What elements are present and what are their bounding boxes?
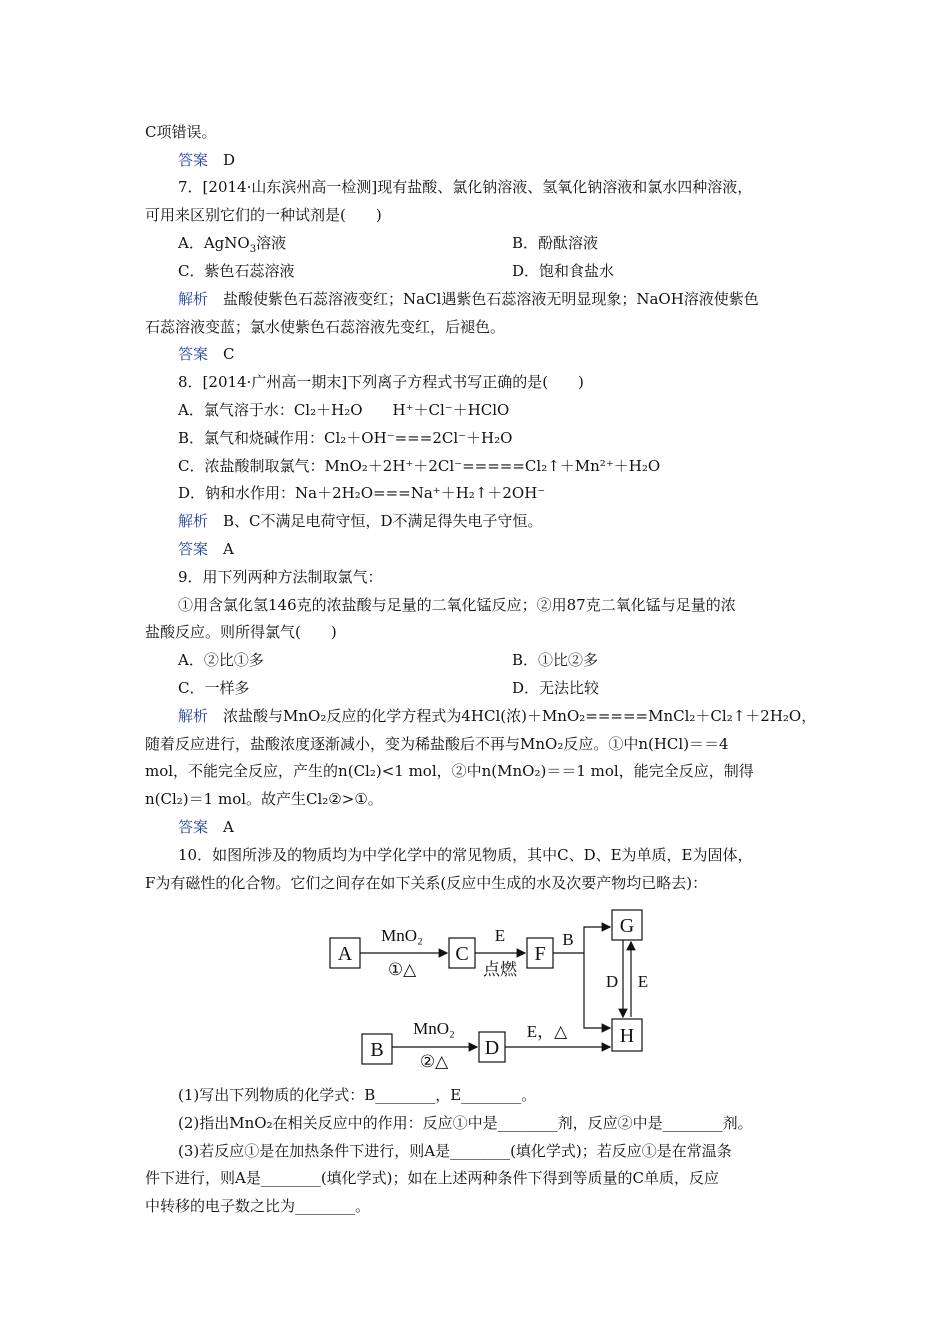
answer-label: 答案 bbox=[178, 818, 209, 836]
q8-option-b: B．氯气和烧碱作用：Cl₂＋OH⁻===2Cl⁻＋H₂O bbox=[178, 429, 513, 447]
answer-label: 答案 bbox=[178, 345, 209, 363]
q10-sub-2: (2)指出MnO₂在相关反应中的作用：反应①中是________剂，反应②中是________剂。 bbox=[178, 1114, 753, 1132]
q7-answer bbox=[178, 344, 235, 364]
bd-bottom-label: ②△ bbox=[419, 1052, 449, 1071]
ac-bottom-label: ①△ bbox=[387, 960, 417, 979]
analysis-label: 解析 bbox=[178, 290, 209, 308]
q10-sub-3-line-2: 件下进行，则A是________(填化学式)；如在上述两种条件下得到等质量的C单质，反应 bbox=[145, 1169, 720, 1187]
answer-value: C bbox=[223, 345, 235, 363]
dh-label: E，△ bbox=[526, 1022, 568, 1041]
box-d-label: D bbox=[484, 1037, 500, 1059]
q9-option-b: B．①比②多 bbox=[512, 651, 599, 669]
q7-stem-2: 可用来区别它们的一种试剂是( ) bbox=[145, 206, 382, 224]
prev-c-wrong: C项错误。 bbox=[145, 123, 217, 141]
q10-sub-1: (1)写出下列物质的化学式：B________，E________。 bbox=[178, 1086, 537, 1104]
q10-stem-2: F为有磁性的化合物。它们之间存在如下关系(反应中生成的水及次要产物均已略去)： bbox=[145, 874, 708, 892]
q10-sub-3-line-1: (3)若反应①是在加热条件下进行，则A是________(填化学式)；若反应①是在常温条 bbox=[178, 1142, 732, 1160]
answer-label: 答案 bbox=[178, 151, 209, 169]
q9-analysis-1: 解析 浓盐酸与MnO₂反应的化学方程式为4HCl(浓)＋MnO₂=====MnCl₂＋Cl₂↑＋2H₂O， bbox=[178, 707, 817, 725]
analysis-label: 解析 bbox=[178, 707, 209, 725]
q7-analysis-2: 石蕊溶液变蓝；氯水使紫色石蕊溶液先变红，后褪色。 bbox=[145, 318, 506, 336]
answer-value: A bbox=[223, 818, 234, 836]
q9-analysis-4: n(Cl₂)＝1 mol。故产生Cl₂②>①。 bbox=[145, 790, 383, 808]
q10-stem-1: 10．如图所涉及的物质均为中学化学中的常见物质，其中C、D、E为单质，E为固体， bbox=[178, 846, 753, 864]
analysis-label: 解析 bbox=[178, 512, 209, 530]
q8-option-d: D．钠和水作用：Na＋2H₂O===Na⁺＋H₂↑＋2OH⁻ bbox=[178, 484, 546, 502]
q7-analysis-1: 解析 盐酸使紫色石蕊溶液变红；NaCl遇紫色石蕊溶液无明显现象；NaOH溶液使紫色 bbox=[178, 290, 759, 308]
q9-option-a: A．②比①多 bbox=[178, 651, 264, 669]
answer-value: A bbox=[223, 540, 234, 558]
q10-sub-3-line-3: 中转移的电子数之比为________。 bbox=[145, 1197, 371, 1215]
q8-option-c: C．浓盐酸制取氯气：MnO₂＋2H⁺＋2Cl⁻=====Cl₂↑＋Mn²⁺＋H₂O bbox=[178, 457, 661, 475]
bd-top-label: MnO₂ bbox=[413, 1019, 455, 1038]
answer-value: D bbox=[223, 151, 236, 169]
box-c-label: C bbox=[455, 943, 469, 965]
box-g-label: G bbox=[619, 915, 635, 937]
gh-left-label: D bbox=[605, 972, 619, 991]
q9-body-2: 盐酸反应。则所得氯气( ) bbox=[145, 623, 337, 641]
box-h-label: H bbox=[619, 1025, 635, 1047]
box-f-label: F bbox=[534, 943, 546, 965]
q7-option-b: B．酚酞溶液 bbox=[512, 234, 599, 252]
reaction-diagram bbox=[322, 905, 652, 1073]
q9-stem: 9．用下列两种方法制取氯气： bbox=[178, 568, 383, 586]
answer-label: 答案 bbox=[178, 540, 209, 558]
q9-analysis-2: 随着反应进行，盐酸浓度逐渐减小，变为稀盐酸后不再与MnO₂反应。①中n(HCl)＝＝4 bbox=[145, 735, 729, 753]
cf-bottom-label: 点燃 bbox=[483, 960, 517, 979]
q7-option-a: A．AgNO$_3$溶液 bbox=[178, 234, 287, 255]
q9-body-1: ①用含氯化氢146克的浓盐酸与足量的二氧化锰反应；②用87克二氧化锰与足量的浓 bbox=[178, 596, 736, 614]
ac-top-label: MnO₂ bbox=[381, 926, 423, 945]
q8-stem: 8．[2014·广州高一期末]下列离子方程式书写正确的是( ) bbox=[178, 373, 584, 391]
box-a-label: A bbox=[337, 943, 353, 965]
q7-option-d: D．饱和食盐水 bbox=[512, 262, 615, 280]
q9-answer bbox=[178, 817, 234, 837]
prev-answer bbox=[178, 150, 235, 170]
q9-analysis-3: mol，不能完全反应，产生的n(Cl₂)<1 mol，②中n(MnO₂)＝＝1 mol，能完全反应，制得 bbox=[145, 762, 754, 780]
q9-option-c: C．一样多 bbox=[178, 679, 250, 697]
q9-option-d: D．无法比较 bbox=[512, 679, 600, 697]
box-b-label: B bbox=[370, 1039, 384, 1061]
q7-option-c: C．紫色石蕊溶液 bbox=[178, 262, 295, 280]
cf-top-label: E bbox=[494, 926, 506, 945]
q8-option-a: A．氯气溶于水：Cl₂＋H₂O H⁺＋Cl⁻＋HClO bbox=[178, 401, 510, 419]
q8-answer bbox=[178, 539, 234, 559]
q8-analysis: 解析 B、C不满足电荷守恒，D不满足得失电子守恒。 bbox=[178, 512, 543, 530]
q7-stem-1: 7．[2014·山东滨州高一检测]现有盐酸、氯化钠溶液、氢氧化钠溶液和氯水四种溶液， bbox=[178, 178, 753, 196]
gh-right-label: E bbox=[637, 972, 649, 991]
fg-label: B bbox=[562, 930, 574, 949]
